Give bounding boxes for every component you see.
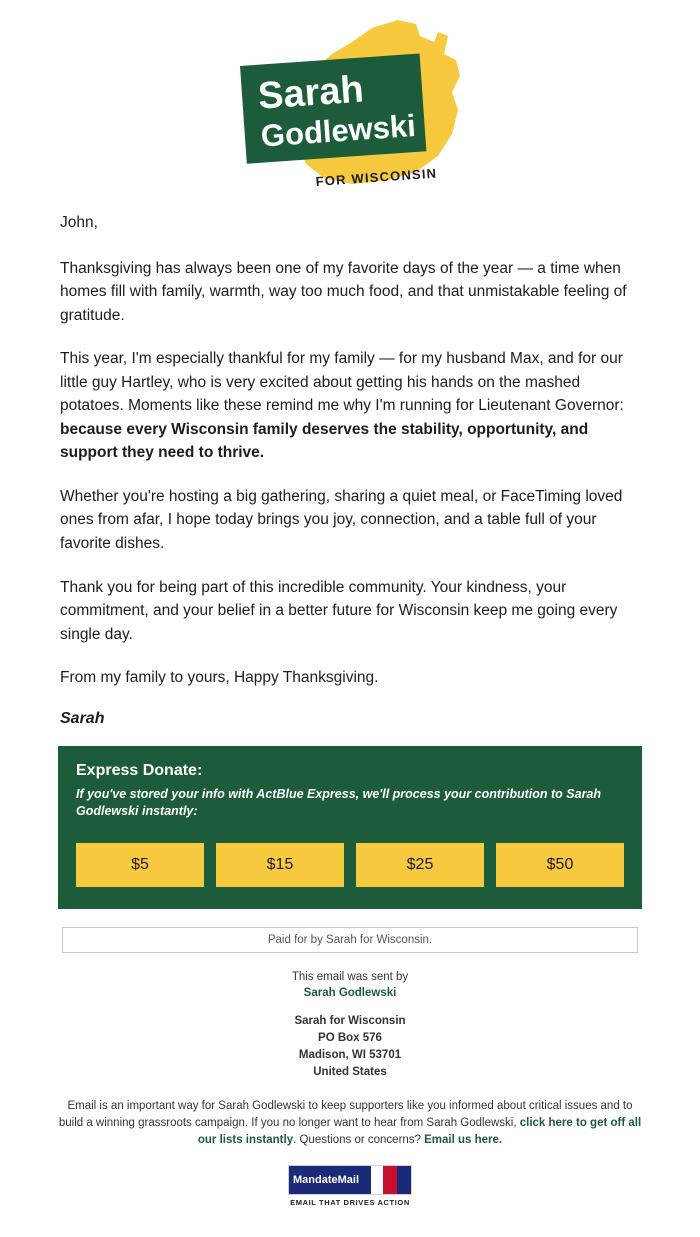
logo-line2: Godlewski: [259, 107, 417, 154]
donate-amount-50[interactable]: $50: [496, 843, 624, 887]
donate-amount-15[interactable]: $15: [216, 843, 344, 887]
donate-title: Express Donate:: [76, 761, 203, 779]
salutation: John,: [60, 214, 98, 231]
paragraph-5: From my family to yours, Happy Thanksgiving.: [60, 669, 379, 687]
paragraph-4: Thank you for being part of this incredible community. Your kindness, your commitment, and your belief in a better future for Wisconsin keep me going every single day.: [60, 578, 618, 643]
logo-line1: Sarah: [256, 68, 366, 118]
wisconsin-state-icon: [220, 14, 480, 196]
paragraph-1: Thanksgiving has always been one of my favorite days of the year — a time when homes fill with family, warmth, way too much food, and that unmistakable feeling of gratitude.: [60, 259, 627, 324]
paragraph-2: [60, 347, 640, 465]
mandatemail-logo: [288, 1165, 412, 1207]
email-body: [0, 205, 700, 728]
brand-logo-bar: [288, 1165, 412, 1195]
email-footer: [0, 953, 700, 1218]
footer-note: [55, 1098, 645, 1150]
brand-tagline: EMAIL THAT DRIVES ACTION: [290, 1198, 410, 1208]
address-org: Sarah for Wisconsin: [294, 1014, 406, 1027]
address-po-box: PO Box 576: [318, 1031, 382, 1044]
sender-name: Sarah Godlewski: [303, 986, 397, 999]
sent-by-label: This email was sent by: [291, 970, 409, 983]
campaign-logo: [220, 14, 480, 196]
paragraph-3: Whether you're hosting a big gathering, sharing a quiet meal, or FaceTiming loved ones from afar, I hope today brings you joy, connection, and a table full of your favorite dishes.: [60, 487, 623, 553]
donate-subtitle: If you've stored your info with ActBlue Express, we'll process your contribution to Sarah Godlewski instantly:: [76, 786, 602, 819]
bold-clause: because every Wisconsin family deserves the stability, opportunity, and support they need to thrive.: [60, 420, 589, 462]
footer-note-part1: Email is an important way for Sarah Godlewski to keep supporters like you informed about critical issues and to build a winning grassroots campaign. If you no longer want to hear from Sarah Godlewski,: [58, 1099, 633, 1129]
signature: Sarah: [60, 709, 105, 727]
donation-amount-row: [76, 843, 624, 887]
express-donate-box: [58, 746, 642, 909]
logo-tagline: FOR WISCONSIN: [315, 165, 438, 189]
footer-note-part2: . Questions or concerns?: [293, 1134, 421, 1147]
donate-amount-25[interactable]: $25: [356, 843, 484, 887]
address-country: United States: [313, 1066, 387, 1079]
paragraph-2-text: This year, I'm especially thankful for my family — for my husband Max, and for our little guy Hartley, who is very excited about getting his hands on the mashed potatoes. Moments like these remind me why I'm running for Lieutenant Governor:: [60, 350, 624, 415]
sender-address: [55, 1013, 645, 1082]
paid-for-disclaimer: Paid for by Sarah for Wisconsin.: [62, 927, 638, 953]
contact-link[interactable]: Email us here.: [424, 1134, 503, 1147]
address-city-state-zip: Madison, WI 53701: [298, 1049, 402, 1062]
email-header: [0, 0, 700, 205]
unsubscribe-link[interactable]: click here to get off all our lists instantly: [197, 1116, 642, 1147]
donate-amount-5[interactable]: $5: [76, 843, 204, 887]
brand-name: MandateMail: [289, 1166, 373, 1194]
flag-icon: [371, 1166, 411, 1194]
